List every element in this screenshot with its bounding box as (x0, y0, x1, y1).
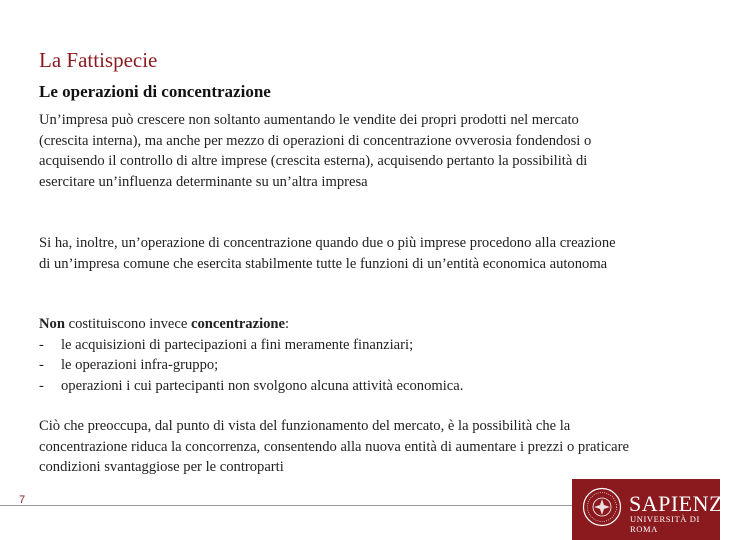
paragraph-exclusions (39, 314, 629, 396)
bullet-dash: - (39, 377, 44, 394)
page-number: 7 (19, 494, 26, 506)
logo-subtitle: UNIVERSITÀ DI ROMA (630, 514, 700, 534)
bullet-dash: - (39, 336, 44, 353)
seal-icon (582, 487, 622, 527)
university-logo (572, 479, 739, 540)
bullet-dash: - (39, 357, 44, 373)
lead-bold-concentrazione: concentrazione (191, 316, 286, 332)
exclusion-item-text: le operazioni infra-gruppo; (61, 357, 219, 373)
slide-subtitle: Le operazioni di concentrazione (39, 82, 271, 101)
logo-wordmark: SAPIENZA (629, 491, 739, 516)
paragraph-joint-venture: Si ha, inoltre, un’operazione di concentrazione quando due o più imprese procedono alla creazione di un’impresa comune che esercita stabilmente tutte le funzioni di un’entità economica autonoma (39, 235, 616, 272)
lead-bold-non: Non (39, 316, 65, 332)
slide-title: La Fattispecie (39, 48, 158, 72)
paragraph-concern: Ciò che preoccupa, dal punto di vista del funzionamento del mercato, è la possibilità che la concentrazione riduca la concorrenza, consentendo alla nuova entità di aumentare i prezzi o praticare condizioni svantaggiose per le controparti (39, 418, 629, 475)
exclusion-item (39, 335, 629, 356)
lead-end: : (285, 316, 290, 332)
exclusion-item (39, 355, 629, 376)
exclusion-item-text: operazioni i cui partecipanti non svolgono alcuna attività economica. (61, 377, 464, 394)
lead-mid: costituiscono invece (64, 316, 191, 332)
footer-divider (0, 505, 572, 506)
exclusion-item-text: le acquisizioni di partecipazioni a fini meramente finanziari; (61, 336, 414, 353)
exclusion-item (39, 376, 629, 397)
paragraph-growth: Un’impresa può crescere non soltanto aumentando le vendite dei propri prodotti nel mercato (crescita interna), ma anche per mezzo di operazioni di concentrazione ovverosia fondendosi o acquisendo il controllo di altre imprese (crescita esterna), acquisendo pertanto la possibilità di esercitare un’influenza determinante su un’altra impresa (39, 112, 592, 190)
exclusions-lead (39, 316, 289, 332)
